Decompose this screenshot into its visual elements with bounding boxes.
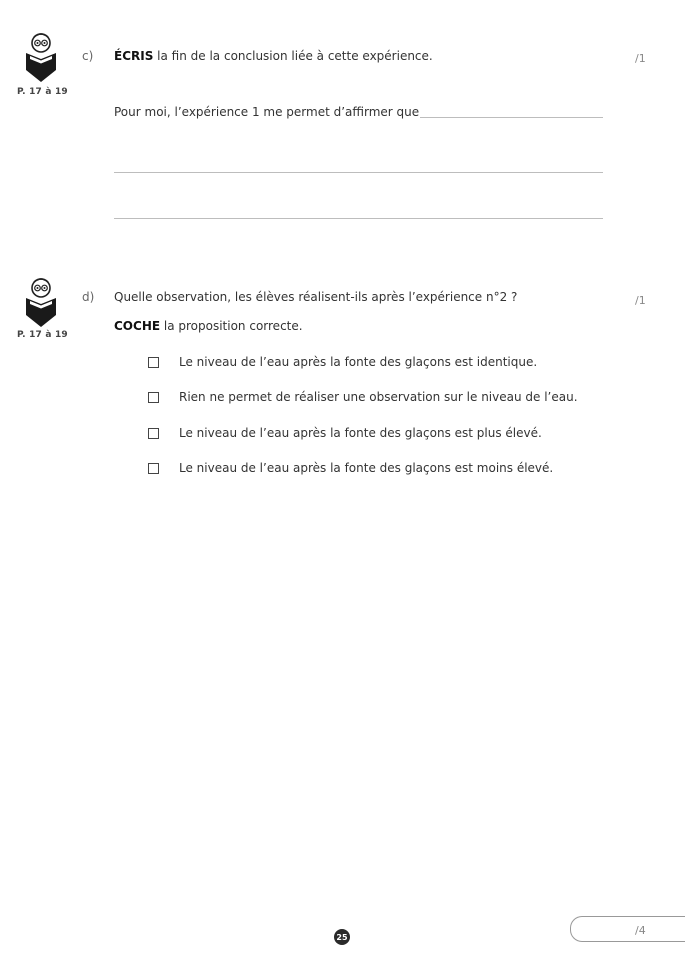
total-score-box xyxy=(570,916,685,942)
question-score: /1 xyxy=(635,52,646,65)
option-checkbox[interactable] xyxy=(148,392,159,403)
instruction-text: la fin de la conclusion liée à cette expérience. xyxy=(153,49,433,63)
option-label: Le niveau de l’eau après la fonte des glaçons est moins élevé. xyxy=(179,461,554,475)
option-checkbox[interactable] xyxy=(148,463,159,474)
question-letter: c) xyxy=(82,49,94,63)
question-score: /1 xyxy=(635,294,646,307)
total-score: /4 xyxy=(635,924,646,937)
option-label: Le niveau de l’eau après la fonte des glaçons est identique. xyxy=(179,355,538,369)
option-checkbox[interactable] xyxy=(148,428,159,439)
answer-line[interactable] xyxy=(420,117,603,118)
option-label: Rien ne permet de réaliser une observation sur le niveau de l’eau. xyxy=(179,390,578,404)
question-instruction xyxy=(114,49,433,63)
instruction-verb: ÉCRIS xyxy=(114,49,154,63)
question-letter: d) xyxy=(82,290,95,304)
question-text: Quelle observation, les élèves réalisent-ils après l’expérience n°2 ? xyxy=(114,290,518,304)
answer-line[interactable] xyxy=(114,218,603,219)
option-checkbox[interactable] xyxy=(148,357,159,368)
question-instruction xyxy=(114,319,303,333)
instruction-text: la proposition correcte. xyxy=(160,319,303,333)
reading-mascot-icon xyxy=(24,277,58,327)
instruction-verb: COCHE xyxy=(114,319,161,333)
reading-mascot-icon xyxy=(24,32,58,82)
option-label: Le niveau de l’eau après la fonte des glaçons est plus élevé. xyxy=(179,426,542,440)
page-number: 25 xyxy=(334,929,350,945)
answer-line[interactable] xyxy=(114,172,603,173)
page-reference: P. 17 à 19 xyxy=(17,330,68,340)
page-reference: P. 17 à 19 xyxy=(17,87,68,97)
answer-prompt: Pour moi, l’expérience 1 me permet d’affirmer que xyxy=(114,105,420,119)
